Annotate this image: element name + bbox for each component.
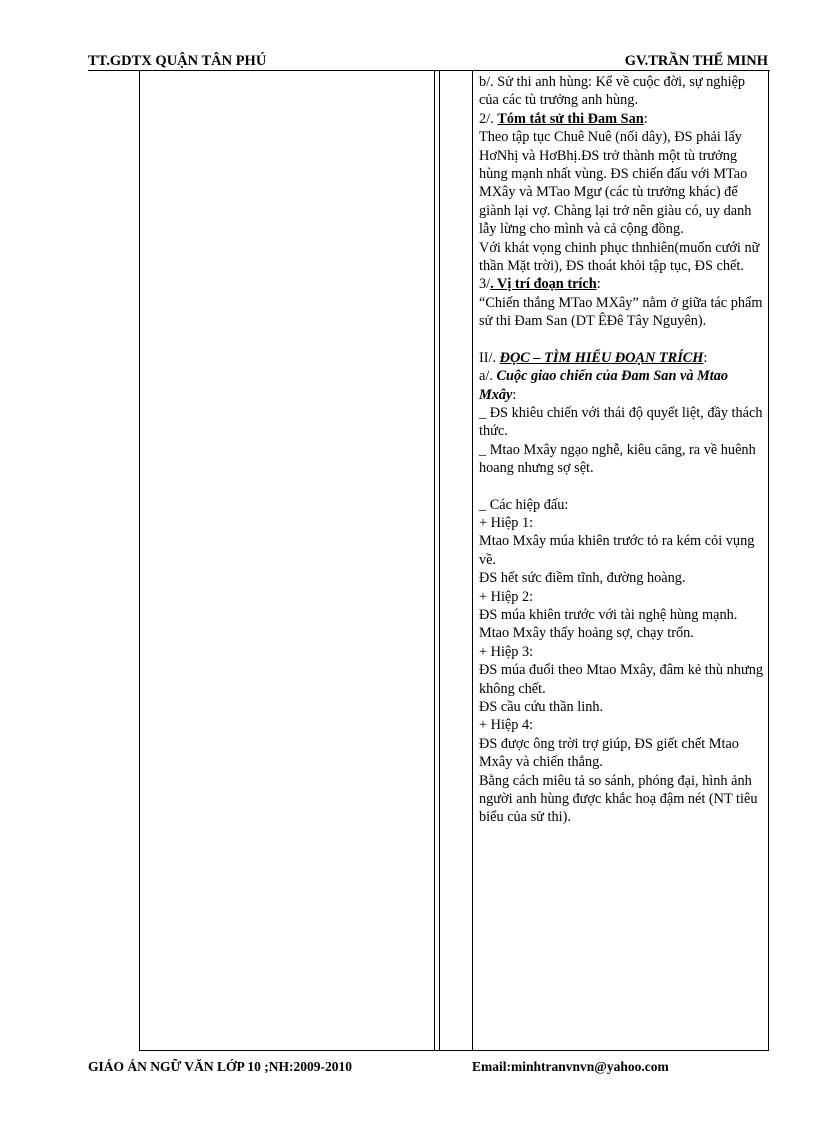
paragraph-summary: Theo tập tục Chuê Nuê (nối dây), ĐS phải lấy HơNhị và HơBhị.ĐS trở thành một tù trưởng hùng mạnh nhất vùng. ĐS chiến đấu với MTao MXây và MTao Mgư (các tù trưởng khác) để giành lại vợ. Chàng lại trở nên giàu có, uy danh lẫy lừng cho mình và cả cộng đồng. — [479, 129, 752, 238]
footer-lesson-plan: GIÁO ÁN NGỮ VĂN LỚP 10 ;NH:2009-2010 — [88, 1059, 352, 1074]
round-2-mtao: Mtao Mxây thấy hoảng sợ, chạy trốn. — [479, 625, 694, 642]
heading-summary-colon: : — [643, 110, 648, 127]
round-3-ds: ĐS múa đuổi theo Mtao Mxây, đâm kẻ thù nhưng không chết. — [479, 662, 763, 697]
footer-email: Email:minhtranvnvn@yahoo.com — [472, 1059, 669, 1074]
round-1-label: + Hiệp 1: — [479, 514, 534, 531]
column-divider-2 — [439, 71, 440, 1051]
heading-reading-colon: : — [703, 349, 708, 366]
heading-summary-title: Tóm tắt sử thi Đam San — [497, 110, 644, 127]
round-1-mtao: Mtao Mxây múa khiên trước tỏ ra kém cỏi vụng về. — [479, 533, 755, 568]
round-4-ds: ĐS được ông trời trợ giúp, ĐS giết chết Mtao Mxây và chiến thắng. — [479, 735, 739, 771]
column-divider-3 — [472, 71, 473, 1051]
heading-battle — [479, 367, 765, 404]
round-2-label: + Hiệp 2: — [479, 588, 534, 605]
column-divider-1 — [434, 71, 435, 1051]
heading-battle-colon: : — [512, 386, 517, 403]
header-school: TT.GDTX QUẬN TÂN PHÚ — [88, 53, 267, 69]
round-4-label: + Hiệp 4: — [479, 717, 534, 734]
heading-summary-number: 2/. — [479, 110, 498, 127]
round-2-ds: ĐS múa khiên trước với tài nghệ hùng mạnh. — [479, 606, 738, 623]
heading-position-colon: : — [596, 276, 601, 293]
paragraph-aspiration: Với khát vọng chinh phục thnhiên(muốn cưới nữ thần Mặt trời), ĐS thoát khỏi tập tục, ĐS chết. — [479, 239, 760, 275]
round-1-ds: ĐS hết sức điềm tĩnh, đường hoàng. — [479, 570, 686, 587]
heading-summary — [479, 110, 765, 128]
paragraph-rounds-intro: _ Các hiệp đấu: — [479, 496, 569, 513]
header-teacher: GV.TRẦN THẾ MINH — [624, 53, 768, 69]
paragraph-challenge: _ ĐS khiêu chiến với thái độ quyết liệt, đầy thách thức. — [479, 404, 763, 440]
heading-position-title: . Vị trí đoạn trích — [490, 276, 597, 293]
lesson-content — [479, 73, 765, 827]
heading-excerpt-position — [479, 275, 765, 293]
paragraph-position: “Chiến thắng MTao MXây” nằm ở giữa tác phẩm sử thi Đam San (DT ÊĐê Tây Nguyên). — [479, 294, 763, 330]
heading-position-number: 3/ — [479, 276, 491, 293]
paragraph-mtao-attitude: _ Mtao Mxây ngạo nghễ, kiêu căng, ra về huênh hoang nhưng sợ sệt. — [479, 441, 756, 477]
round-3-label: + Hiệp 3: — [479, 643, 534, 660]
heading-reading-section — [479, 349, 765, 367]
heading-battle-title: Cuộc giao chiến của Đam San và Mtao Mxây — [479, 368, 729, 403]
paragraph-heroic-epic: b/. Sử thi anh hùng: Kể về cuộc đời, sự nghiệp của các tù trưởng anh hùng. — [479, 74, 746, 109]
round-3-prayer: ĐS cầu cứu thần linh. — [479, 699, 604, 715]
heading-reading-number: II/. — [479, 349, 500, 366]
heading-reading-title: ĐỌC – TÌM HIỂU ĐOẠN TRÍCH — [499, 349, 704, 366]
paragraph-art-conclusion: Bằng cách miêu tả so sánh, phóng đại, hình ảnh người anh hùng được khắc hoạ đậm nét (NT tiêu biểu của sử thi). — [479, 772, 758, 826]
heading-battle-number: a/. — [479, 368, 497, 385]
